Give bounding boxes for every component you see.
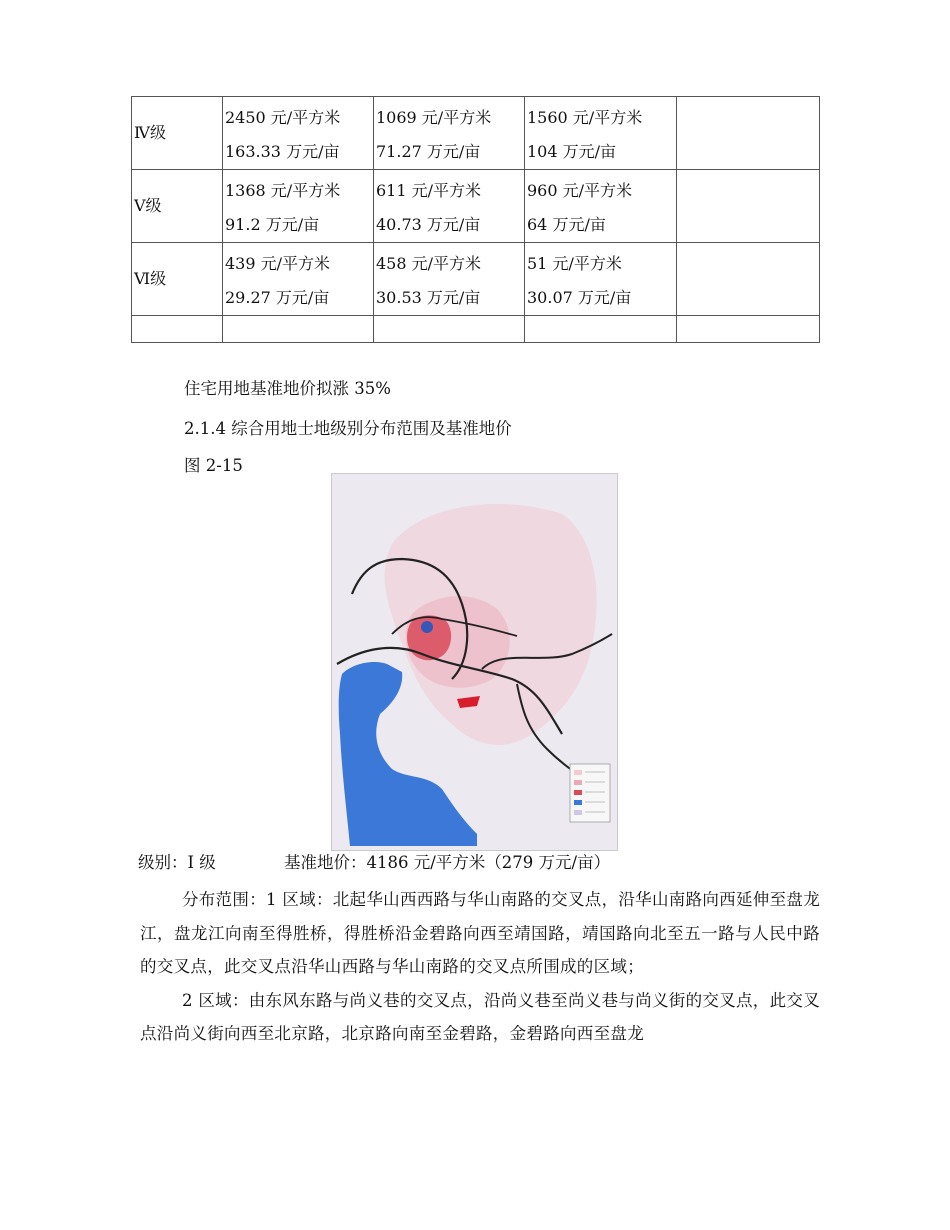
distribution-description [140, 883, 820, 1051]
grade-cell: Ⅵ级 [132, 243, 223, 316]
price-cell [374, 170, 525, 243]
table-row [132, 243, 820, 316]
price-cell [223, 170, 374, 243]
map-legend-swatch [574, 810, 582, 815]
price-cell [374, 97, 525, 170]
price-per-sqm: 1368 元/平方米 [225, 181, 341, 200]
benchmark-price: 基准地价：4186 元/平方米（279 万元/亩） [284, 853, 611, 872]
price-cell [525, 170, 677, 243]
price-cell [374, 243, 525, 316]
map-legend-swatch [574, 790, 582, 795]
grade-cell: Ⅴ级 [132, 170, 223, 243]
empty-cell [677, 243, 820, 316]
price-per-sqm [677, 243, 819, 247]
paragraph-zone-1: 分布范围：1 区域：北起华山西西路与华山南路的交叉点，沿华山南路向西延伸至盘龙江，盘龙江向南至得胜桥，得胜桥沿金碧路向西至靖国路，靖国路向北至五一路与人民中路的交叉点，此交叉点沿华山西路与华山南路的交叉点所围成的区域； [140, 890, 820, 976]
table-row-empty [132, 316, 820, 343]
land-price-table [131, 96, 820, 343]
figure-label: 图 2-15 [184, 456, 243, 475]
empty-cell [525, 316, 677, 343]
empty-cell [677, 97, 820, 170]
empty-cell [223, 316, 374, 343]
map-legend-swatch [574, 770, 582, 775]
price-per-sqm: 439 元/平方米 [225, 254, 331, 273]
map-legend-swatch [574, 780, 582, 785]
price-per-mu: 163.33 万元/亩 [225, 142, 340, 161]
price-per-sqm: 1069 元/平方米 [376, 108, 492, 127]
map-core-blue [421, 621, 433, 633]
price-per-mu: 40.73 万元/亩 [376, 215, 481, 234]
price-cell [223, 97, 374, 170]
table-row [132, 97, 820, 170]
price-per-sqm [677, 170, 819, 174]
price-cell [525, 97, 677, 170]
empty-cell [374, 316, 525, 343]
price-per-mu: 29.27 万元/亩 [225, 288, 330, 307]
section-heading: 2.1.4 综合用地士地级别分布范围及基准地价 [184, 419, 512, 438]
table-row [132, 170, 820, 243]
paragraph-zone-2: 2 区域：由东风东路与尚义巷的交叉点，沿尚义巷至尚义巷与尚义街的交叉点，此交叉点沿尚义街向西至北京路，北京路向南至金碧路，金碧路向西至盘龙 [140, 990, 820, 1043]
grade-cell: Ⅳ级 [132, 97, 223, 170]
price-per-sqm [677, 97, 819, 101]
empty-cell [677, 316, 820, 343]
price-per-mu: 91.2 万元/亩 [225, 215, 320, 234]
price-per-sqm: 458 元/平方米 [376, 254, 482, 273]
price-per-sqm: 2450 元/平方米 [225, 108, 341, 127]
price-per-sqm: 611 元/平方米 [376, 181, 482, 200]
price-cell [525, 243, 677, 316]
map-graphic [332, 474, 617, 850]
price-per-sqm: 960 元/平方米 [527, 181, 633, 200]
price-rise-note: 住宅用地基准地价拟涨 35% [184, 379, 391, 398]
price-cell [223, 243, 374, 316]
price-per-mu: 71.27 万元/亩 [376, 142, 481, 161]
empty-cell [677, 170, 820, 243]
price-per-mu: 30.53 万元/亩 [376, 288, 481, 307]
price-per-sqm: 1560 元/平方米 [527, 108, 643, 127]
price-per-sqm: 51 元/平方米 [527, 254, 622, 273]
price-per-mu: 104 万元/亩 [527, 142, 617, 161]
price-per-mu: 64 万元/亩 [527, 215, 606, 234]
land-grade-map [331, 473, 618, 851]
grade-label: 级别：I 级 [138, 853, 216, 872]
price-per-mu: 30.07 万元/亩 [527, 288, 632, 307]
empty-cell [132, 316, 223, 343]
map-legend-swatch [574, 800, 582, 805]
